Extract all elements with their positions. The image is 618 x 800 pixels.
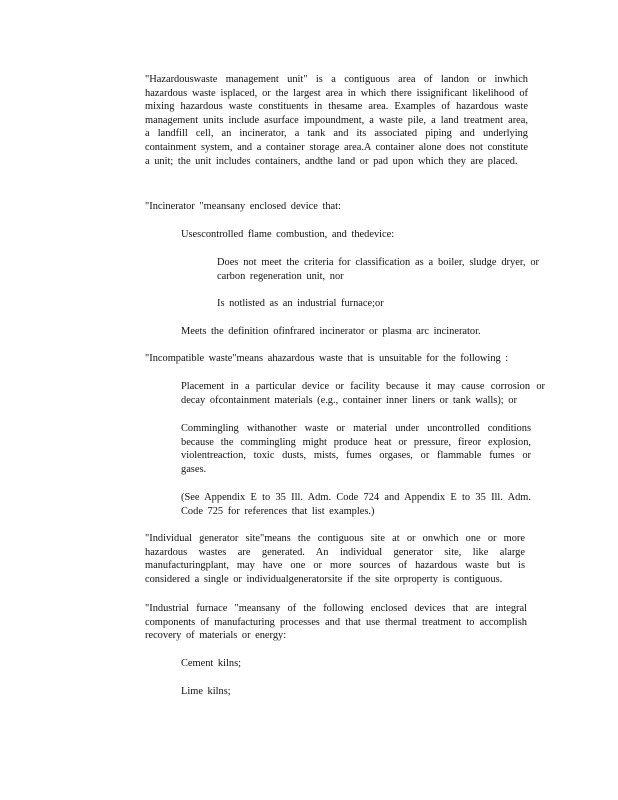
incinerator-clause-uses-controlled-flame: Usescontrolled flame combustion, and thedevice: [181,229,395,240]
definition-individual-generator-site: "Individual generator site"means the contiguous site at or onwhich one or more hazardous wastes are generated. An individual generator site, like alarge manufacturingplant, may have one or more sources of hazardous waste but is considered a single or individualgeneratorsite if the site orproperty is contiguous. [145,533,525,585]
definition-incompatible-waste: "Incompatible waste"means ahazardous waste that is unsuitable for the following : [145,353,509,364]
incompatible-clause-commingling: Commingling withanother waste or material under uncontrolled conditions because the commingling might produce heat or pressure, fireor explosion, violentreaction, toxic dusts, mists, fumes orgases, or flammable fumes or gases. [181,423,531,475]
definition-industrial-furnace: "Industrial furnace "meansany of the following enclosed devices that are integral components of manufacturing processes and that use thermal treatment to accomplish recovery of materials or energy: [145,603,527,642]
incinerator-subclause-criteria: Does not meet the criteria for classification as a boiler, sludge dryer, or carbon regeneration unit, nor [217,257,539,282]
incompatible-clause-placement: Placement in a particular device or facility because it may cause corrosion or decay ofcontainment materials (e.g., container inner liners or tank walls); or [181,381,545,406]
incinerator-clause-meets-definition: Meets the definition ofinfrared incinerator or plasma arc incinerator. [181,326,481,337]
industrial-furnace-item-cement-kilns: Cement kilns; [181,658,242,669]
definition-incinerator: "Incinerator "meansany enclosed device that: [145,201,341,212]
incompatible-appendix-reference: (See Appendix E to 35 Ill. Adm. Code 724 and Appendix E to 35 Ill. Adm. Code 725 for references that list examples.) [181,492,531,517]
incinerator-subclause-not-listed: Is notlisted as an industrial furnace;or [217,298,384,309]
industrial-furnace-item-lime-kilns: Lime kilns; [181,686,231,697]
definition-hazardous-waste-management-unit: "Hazardouswaste management unit" is a contiguous area of landon or inwhich hazardous waste isplaced, or the largest area in which there issignificant likelihood of mixing hazardous waste constituents in thesame area. Examples of hazardous waste management units include asurface impoundment, a waste pile, a land treatment area, a landfill cell, an incinerator, a tank and its associated piping and underlying containment system, and a container storage area.A container alone does not constitute a unit; the unit includes containers, andthe land or pad upon which they are placed. [145,74,528,167]
